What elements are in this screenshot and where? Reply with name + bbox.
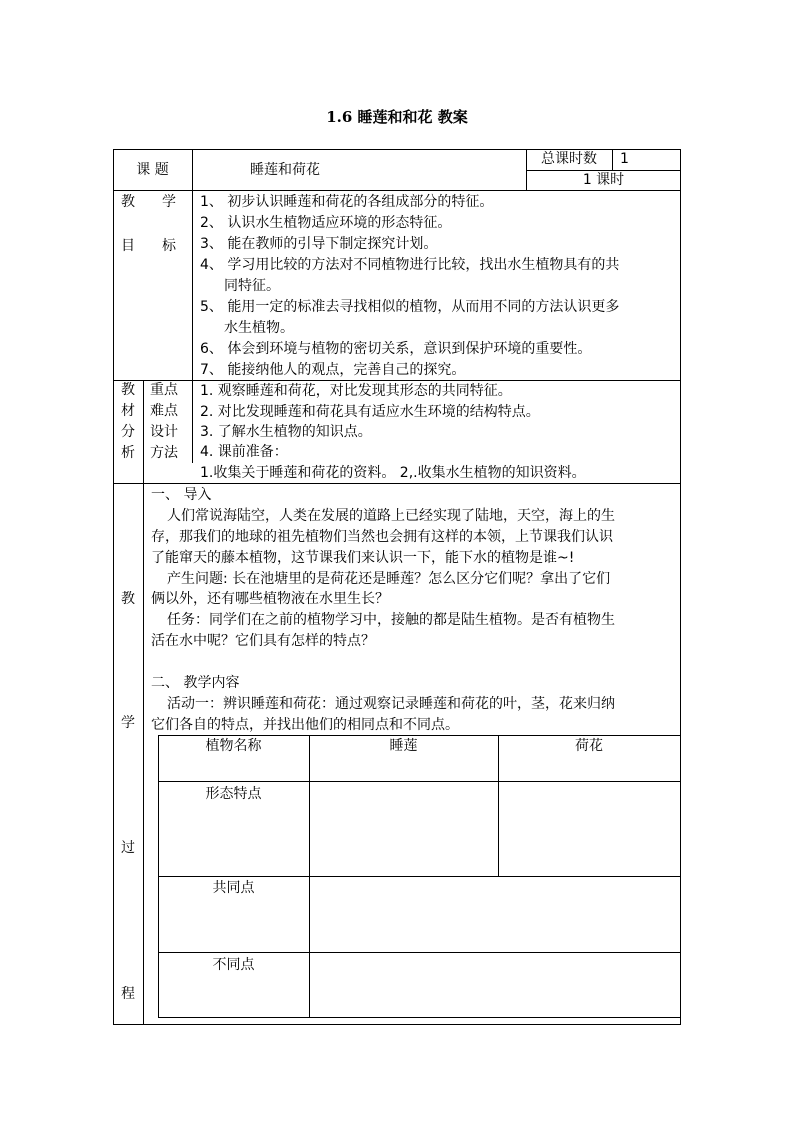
goal-item: 2、 认识水生植物适应环境的形态特征。 <box>200 215 452 231</box>
goal-item: 水生植物。 <box>224 320 294 336</box>
analysis-item: 4. 课前准备： <box>200 444 288 460</box>
row-header-form: 形态特点 <box>205 786 262 802</box>
row-header-common: 共同点 <box>212 880 255 896</box>
paragraph-line: 俩以外，还有哪些植物液在水里生长？ <box>151 591 389 607</box>
analysis-label: 析 <box>121 445 135 461</box>
goal-item: 7、 能接纳他人的观点，完善自己的探究。 <box>200 362 466 378</box>
goal-item: 4、 学习用比较的方法对不同植物进行比较，找出水生植物具有的共 <box>200 257 620 273</box>
total-hours-label: 总课时数 <box>541 151 597 167</box>
paragraph-line: 人们常说海陆空，人类在发展的道路上已经实现了陆地，天空，海上的生 <box>167 508 615 524</box>
analysis-label: 材 <box>121 403 135 419</box>
col-header-lotus: 荷花 <box>575 738 603 754</box>
topic-label: 课 题 <box>136 162 169 178</box>
analysis-item: 1. 观察睡莲和荷花，对比发现其形态的共同特征。 <box>200 383 512 399</box>
paragraph-line: 任务：同学们在之前的植物学习中，接触的都是陆生植物。是否有植物生 <box>167 612 615 628</box>
analysis-item: 3. 了解水生植物的知识点。 <box>200 424 372 440</box>
analysis-label: 教 <box>121 382 135 398</box>
analysis-sub-label: 方法 <box>150 445 178 461</box>
col-header-water-lily: 睡莲 <box>389 738 418 754</box>
paragraph-line: 它们各自的特点，并找出他们的相同点和不同点。 <box>151 717 459 733</box>
page-title: 1.6 睡莲和和花 教案 <box>326 108 468 126</box>
paragraph-line: 存，那我们的地球的祖先植物们当然也会拥有这样的本领，上节课我们认识 <box>151 529 613 545</box>
topic-value: 睡莲和荷花 <box>250 162 320 178</box>
total-hours-value: 1 <box>620 151 629 167</box>
process-label: 程 <box>121 986 135 1002</box>
goal-item: 同特征。 <box>224 278 280 294</box>
analysis-sub-label: 重点 <box>150 382 178 398</box>
section-heading-content: 二、 教学内容 <box>151 675 240 691</box>
analysis-item: 2. 对比发现睡莲和荷花具有适应水生环境的结构特点。 <box>200 404 540 420</box>
process-label: 教 <box>121 591 135 607</box>
paragraph-line: 活动一：辨识睡莲和荷花：通过观察记录睡莲和荷花的叶，茎，花来归纳 <box>167 696 615 712</box>
goals-label-mu: 目 <box>121 238 135 254</box>
goal-item: 5、 能用一定的标准去寻找相似的植物，从而用不同的方法认识更多 <box>200 299 620 315</box>
goals-label-jiao: 教 <box>121 194 135 210</box>
row-header-difference: 不同点 <box>212 957 255 973</box>
col-header-plant-name: 植物名称 <box>205 738 262 754</box>
analysis-sub-label: 难点 <box>150 403 178 419</box>
goal-item: 3、 能在教师的引导下制定探究计划。 <box>200 236 438 252</box>
goal-item: 6、 体会到环境与植物的密切关系，意识到保护环境的重要性。 <box>200 341 592 357</box>
paragraph-line: 活在水中呢？它们具有怎样的特点？ <box>151 633 375 649</box>
process-label: 学 <box>121 715 135 731</box>
goal-item: 1、 初步认识睡莲和荷花的各组成部分的特征。 <box>200 194 494 210</box>
analysis-label: 分 <box>121 424 135 440</box>
lesson-hours: 1 课时 <box>582 172 625 188</box>
section-heading-intro: 一、 导入 <box>151 487 212 503</box>
goals-label-xue: 学 <box>162 194 176 210</box>
process-label: 过 <box>121 840 135 856</box>
paragraph-line: 产生问题: 长在池塘里的是荷花还是睡莲？怎么区分它们呢？拿出了它们 <box>167 571 611 587</box>
analysis-sub-label: 设计 <box>150 424 178 440</box>
paragraph-line: 了能窜天的藤本植物，这节课我们来认识一下，能下水的植物是谁~! <box>151 550 575 566</box>
analysis-item: 1.收集关于睡莲和荷花的资料。 2,.收集水生植物的知识资料。 <box>200 465 586 481</box>
goals-label-biao: 标 <box>162 238 176 254</box>
